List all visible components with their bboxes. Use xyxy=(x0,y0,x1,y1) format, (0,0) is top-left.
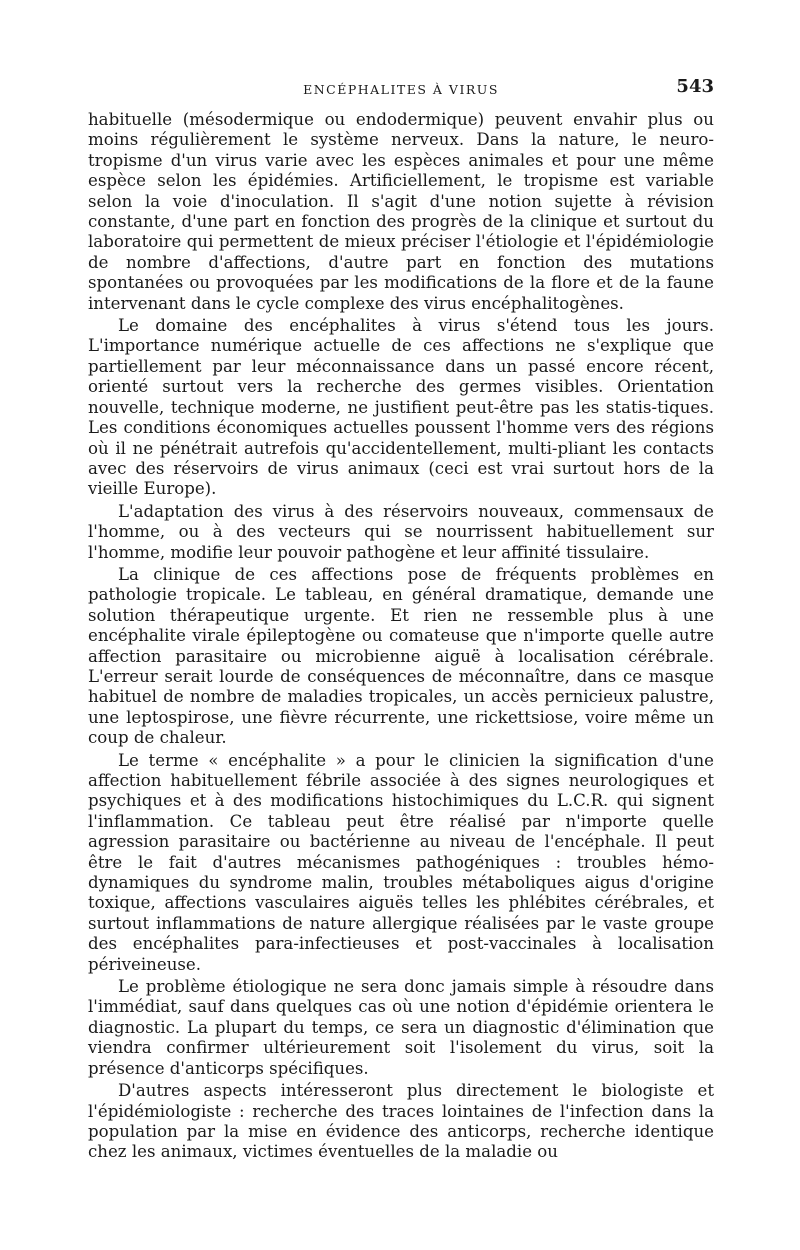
page-body xyxy=(88,110,714,1163)
paragraph-3: L'adaptation des virus à des réservoirs nouveaux, commensaux de l'homme, ou à des vecteurs qui se nourrissent habituellement sur l'homme, modifie leur pouvoir pathogène et leur affinité tissulaire. xyxy=(88,501,714,562)
paragraph-2: Le domaine des encéphalites à virus s'étend tous les jours. L'importance numérique actuelle de ces affections ne s'explique que partiellement par leur méconnaissance dans un passé encore récent, orienté surtout vers la recherche des germes visibles. Orientation nouvelle, technique moderne, ne justifient peut-être pas les statis-tiques. Les conditions économiques actuelles poussent l'homme vers des régions où il ne pénétrait autrefois qu'accidentellement, multi-pliant les contacts avec des réservoirs de virus animaux (ceci est vrai surtout hors de la vieille Europe). xyxy=(88,316,714,499)
paragraph-6: Le problème étiologique ne sera donc jamais simple à résoudre dans l'immédiat, sauf dans quelques cas où une notion d'épidémie orientera le diagnostic. La plupart du temps, ce sera un diagnostic d'élimination que viendra confirmer ultérieurement soit l'isolement du virus, soit la présence d'anticorps spécifiques. xyxy=(88,977,714,1078)
book-page xyxy=(88,72,714,1163)
running-head: ENCÉPHALITES À VIRUS xyxy=(303,82,499,97)
paragraph-5: Le terme « encéphalite » a pour le clinicien la signification d'une affection habituellement fébrile associée à des signes neurologiques et psychiques et à des modifications histochimiques du L.C.R. qui signent l'inflammation. Ce tableau peut être réalisé par n'importe quelle agression parasitaire ou bactérienne au niveau de l'encéphale. Il peut être le fait d'autres mécanismes pathogéniques : troubles hémo-dynamiques du syndrome malin, troubles métaboliques aigus d'origine toxique, affections vasculaires aiguës telles les phlébites cérébrales, et surtout inflammations de nature allergique réalisées par le vaste groupe des encéphalites para-infectieuses et post-vaccinales à localisation périveineuse. xyxy=(88,750,714,974)
paragraph-4: La clinique de ces affections pose de fréquents problèmes en pathologie tropicale. Le tableau, en général dramatique, demande une solution thérapeutique urgente. Et rien ne ressemble plus à une encéphalite virale épileptogène ou comateuse que n'importe quelle autre affection parasitaire ou microbienne aiguë à localisation cérébrale. L'erreur serait lourde de conséquences de méconnaître, dans ce masque habituel de nombre de maladies tropicales, un accès pernicieux palustre, une leptospirose, une fièvre récurrente, une rickettsiose, voire même un coup de chaleur. xyxy=(88,564,714,748)
page-header xyxy=(88,72,714,110)
paragraph-1: habituelle (mésodermique ou endodermique) peuvent envahir plus ou moins régulièrement le système nerveux. Dans la nature, le neuro-tropisme d'un virus varie avec les espèces animales et pour une même espèce selon les épidémies. Artificiellement, le tropisme est variable selon la voie d'inoculation. Il s'agit d'une notion sujette à révision constante, d'une part en fonction des progrès de la clinique et surtout du laboratoire qui permettent de mieux préciser l'étiologie et l'épidémiologie de nombre d'affections, d'autre part en fonction des mutations spontanées ou provoquées par les modifications de la flore et de la faune intervenant dans le cycle complexe des virus encéphalitogènes. xyxy=(88,110,714,313)
page-number: 543 xyxy=(676,76,714,97)
paragraph-7: D'autres aspects intéresseront plus directement le biologiste et l'épidémiologiste : recherche des traces lointaines de l'infection dans la population par la mise en évidence des anticorps, recherche identique chez les animaux, victimes éventuelles de la maladie ou xyxy=(88,1081,714,1162)
